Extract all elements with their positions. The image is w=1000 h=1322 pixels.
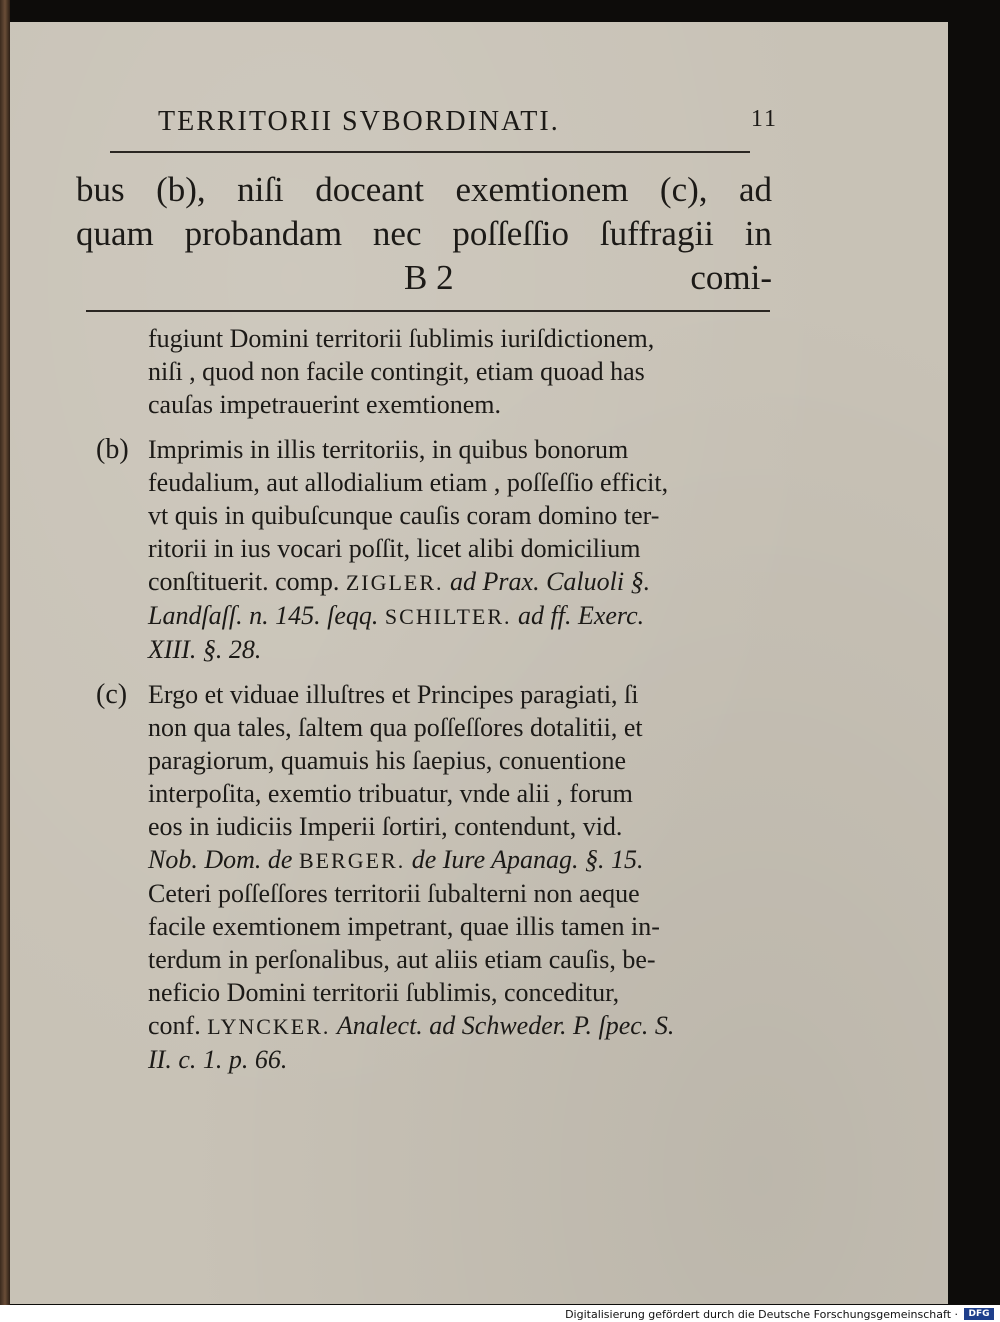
- footnote-continuation: [76, 322, 776, 421]
- footnote-line: [148, 599, 776, 633]
- author-name: BERGER.: [298, 848, 406, 873]
- footnote-label: (c): [96, 679, 128, 710]
- footnote-rule: [86, 310, 770, 312]
- footnote-line: feudalium, aut allodialium etiam , poſſeſſio efficit,: [148, 468, 669, 497]
- footnote-label: (b): [96, 434, 129, 465]
- footnote-line: terdum in perſonalibus, aut aliis etiam cauſis, be-: [148, 945, 656, 974]
- citation: de Iure Apanag. §. 15.: [411, 845, 644, 874]
- header-rule: [110, 151, 750, 153]
- footnote-line: [148, 1009, 776, 1043]
- signature-mark: B 2: [404, 258, 454, 297]
- main-text: [76, 168, 772, 300]
- citation: ad Prax. Caluoli §.: [450, 567, 651, 596]
- footnote-line: fugiunt Domini territorii ſublimis iuriſdictionem,: [148, 324, 655, 353]
- digitization-credit: Digitalisierung gefördert durch die Deutsche Forschungsgemeinschaft ·: [565, 1308, 958, 1321]
- main-text-line: quam probandam nec poſſeſſio ſuffragii in: [76, 214, 772, 253]
- dfg-logo: DFG: [964, 1308, 994, 1320]
- citation: XIII. §. 28.: [148, 635, 262, 664]
- footnote-line: eos in iudiciis Imperii ſortiri, contendunt, vid.: [148, 812, 623, 841]
- footnote-line: interpoſita, exemtio tribuatur, vnde alii , forum: [148, 779, 633, 808]
- author-name: ZIGLER.: [345, 570, 444, 595]
- author-name: SCHILTER.: [384, 604, 512, 629]
- footnote-line: vt quis in quibuſcunque cauſis coram domino ter-: [148, 501, 660, 530]
- citation: Landſaſſ. n. 145. ſeqq.: [148, 601, 379, 630]
- author-name: LYNCKER.: [207, 1014, 331, 1039]
- footnote-b: [76, 433, 776, 666]
- footnote-line: Imprimis in illis territoriis, in quibus bonorum: [148, 435, 629, 464]
- footnote-line: paragiorum, quamuis his ſaepius, conuentione: [148, 746, 627, 775]
- footnote-line: neficio Domini territorii ſublimis, conceditur,: [148, 978, 620, 1007]
- footnote-c: [76, 678, 776, 1076]
- footnote-line: ritorii in ius vocari poſſit, licet alibi domicilium: [148, 534, 641, 563]
- footnote-line: cauſas impetrauerint exemtionem.: [148, 390, 502, 419]
- footnote-text: conf.: [148, 1011, 201, 1040]
- footnote-line: non qua tales, ſaltem qua poſſeſſores dotalitii, et: [148, 713, 643, 742]
- main-text-line: bus (b), niſi doceant exemtionem (c), ad: [76, 170, 772, 209]
- footnote-line: [148, 843, 776, 877]
- book-spine-edge: [0, 0, 10, 1305]
- citation: II. c. 1. p. 66.: [148, 1045, 288, 1074]
- footnote-line: Ceteri poſſeſſores territorii ſubalterni non aeque: [148, 879, 640, 908]
- footnote-line: Ergo et viduae illuſtres et Principes paragiati, ſi: [148, 680, 639, 709]
- page-number: 11: [750, 106, 778, 132]
- footnotes: [76, 322, 776, 1088]
- citation: ad ff. Exerc.: [518, 601, 645, 630]
- citation: Nob. Dom. de: [148, 845, 293, 874]
- catchword: comi-: [690, 258, 772, 297]
- footnote-line: [148, 565, 776, 599]
- footnote-text: conſtituerit. comp.: [148, 567, 340, 596]
- footnote-line: facile exemtionem impetrant, quae illis tamen in-: [148, 912, 660, 941]
- signature-line: [76, 256, 772, 300]
- footnote-line: niſi , quod non facile contingit, etiam quoad has: [148, 357, 645, 386]
- citation: Analect. ad Schweder. P. ſpec. S.: [336, 1011, 675, 1040]
- running-title: TERRITORII SVBORDINATI.: [158, 106, 560, 137]
- book-page: [10, 22, 948, 1304]
